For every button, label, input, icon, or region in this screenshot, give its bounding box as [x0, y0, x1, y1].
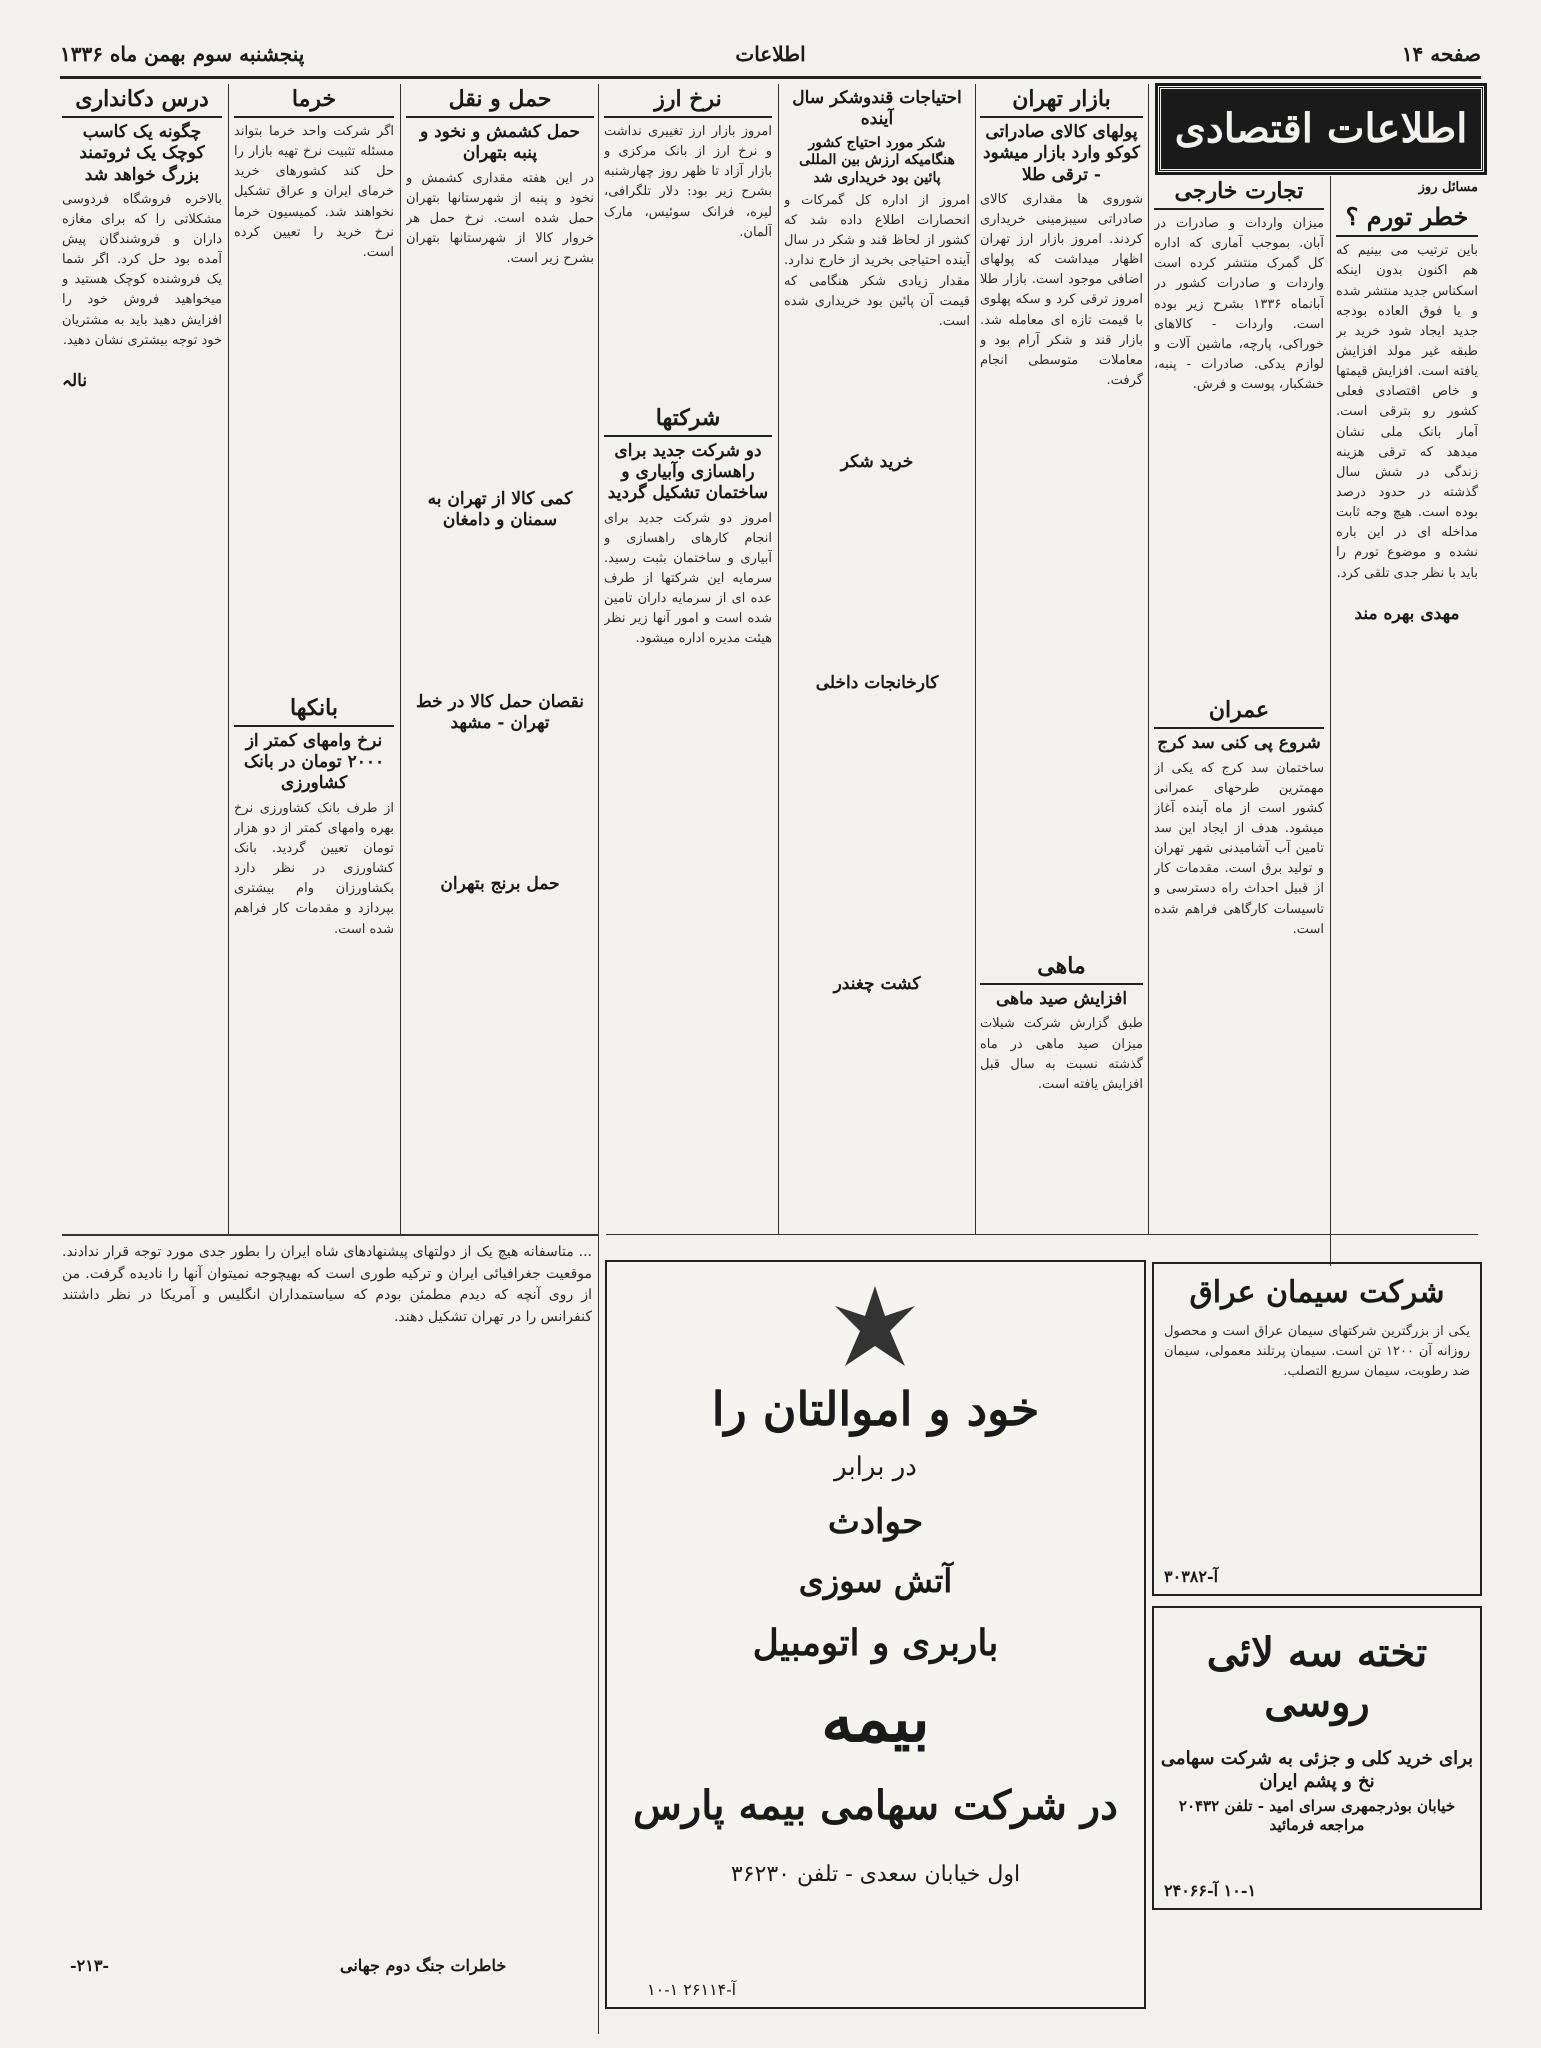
sugar-title: احتیاجات قندوشکر سال آینده: [792, 88, 962, 130]
sugar-column: [784, 84, 970, 1229]
exchange-title: نرخ ارز: [604, 84, 772, 118]
transport-sub3: نقصان حمل کالا در خط تهران - مشهد: [415, 691, 585, 733]
ad-code: آ-۲۶۱۱۴ ۱-۱۰: [647, 1980, 737, 1999]
economic-news-banner: اطلاعات اقتصادی: [1158, 86, 1484, 172]
companies-text: امروز دو شرکت جدید برای انجام کارهای راهسازی و آبیاری و ساختمان بثبت رسید. سرمایه این شرکتها از طرف عده ای از سرمایه داران تامین شده است و امور آنها زیر نظر هیئت مدیره اداره میشود.: [604, 510, 772, 647]
sugar-factories-sub: کارخانجات داخلی: [815, 673, 939, 694]
cement-title: شرکت سیمان عراق: [1189, 1275, 1445, 1310]
sugar-buy-sub: خرید شکر: [840, 451, 914, 472]
transport-text: در این هفته مقداری کشمش و نخود و پنبه از شهرستانها بتهران حمل شده است. نرخ حمل هر خروار کالا از شهرستانها بتهران بشرح زیر است.: [406, 170, 594, 267]
plywood-code: ۱۰-۱ آ-۲۴۰۶۶: [1164, 1881, 1257, 1900]
memoirs-page: -۲۱۳-: [70, 1956, 110, 1975]
companies-sub: دو شرکت جدید برای راهسازی وآبیاری و ساختمان تشکیل گردید: [607, 440, 769, 504]
dates-column: [234, 84, 394, 1229]
tehran-market-sub: پولهای کالای صادراتی کوکو وارد بازار میشود - ترقی طلا: [982, 122, 1141, 185]
banks-text: از طرف بانک کشاورزی نرخ بهره وامهای کمتر از دو هزار تومان تعیین گردید. بانک کشاورزی در نظر دارد بکشاورزان وام بیشتری بپردازد و مقدمات کار فراهم شده است.: [234, 800, 394, 937]
inflation-author: مهدی بهره مند: [1354, 603, 1460, 624]
sugar-beet-sub: کشت چغندر: [833, 974, 921, 995]
banks-sub: نرخ وامهای کمتر از ۲۰۰۰ تومان در بانک کشاورزی: [243, 730, 385, 794]
tehran-market-text: شوروی ها مقداری کالای صادراتی سیبزمینی خریداری کردند. امروز بازار ارز تهران اظهار میداشت که پولهای اضافی موجود است. بازار طلا امروز ترقی کرد و سکه پهلوی با قیمت تازه ای معامله شد. بازار قند و شکر آرام بود و معاملات متوسطی انجام گرفت.: [980, 191, 1143, 389]
transport-sub2: کمی کالا از تهران به سمنان و دامغان: [427, 489, 573, 531]
fishery-text: طبق گزارش شرکت شیلات میزان صید ماهی در ماه گذشته نسبت به سال قبل افزایش یافته است.: [980, 1016, 1143, 1092]
lesson-text: بالاخره فروشگاه فردوسی مشکلاتی را که برای مغازه داران و فروشندگان پیش آمده بود حل کرد. اگر شما یک فروشنده کوچک هستید و میخواهید فروش خود را افزایش دهید باید به مشتریان خود توجه بیشتری نشان دهید.: [62, 191, 222, 348]
ad-line3: حوادث: [827, 1502, 924, 1542]
inflation-text: باین ترتیب می بینیم که هم اکنون بدون اینکه اسکناس جدید منتشر شده و یا فوق العاده بودجه جدید ایجاد شود خرید بر طبقه غیر مولد افزایش یافته است. افزایش قیمتها و خاص اقتصادی فعلی کشور رو بترقی است. آمار بانک ملی نشان میدهد که ترقی هزینه زندگی در شش سال گذشته در حدود درصد بوده است. هیچ وجه ثابت مداخله ای در این باره نشده و موضوع تورم را باید با نظر جدی تلقی کرد.: [1336, 243, 1478, 581]
page-number: صفحه ۱۴: [1401, 42, 1481, 66]
trade-column: [1154, 176, 1324, 1226]
development-title: عمران: [1154, 695, 1324, 729]
cement-code: آ-۳۰۳۸۲: [1164, 1567, 1219, 1586]
exchange-column: [604, 84, 772, 1229]
inflation-title: خطر تورم ؟: [1336, 200, 1478, 237]
ad-line6: بیمه: [821, 1682, 930, 1757]
inflation-column: [1336, 176, 1478, 1226]
dates-title: خرما: [234, 84, 394, 118]
exchange-text: امروز بازار ارز تغییری نداشت و نرخ ارز از بانک مرکزی و بازار آزاد تا ظهر روز چهارشنبه بشرح زیر بود: دلار تلگرافی، لیره، فرانک سوئیس، مارک آلمان.: [604, 124, 772, 240]
plywood-text: برای خرید کلی و جزئی به شرکت سهامی نخ و پشم ایران: [1160, 1748, 1474, 1792]
ad-line1: خود و اموالتان را: [711, 1382, 1040, 1436]
development-sub: شروع پی کنی سد کرج: [1157, 733, 1321, 754]
plywood-title: تخته سه لائی روسی: [1206, 1629, 1428, 1726]
dates-text: اگر شرکت واحد خرما بتواند مسئله تثبیت نرخ تهیه بازار را حل کند کشورهای خرید خرمای ایران و عراق تشکیل نخواهند شد. کمیسیون خرما نرخ خرید را تعیین کرده است.: [234, 124, 394, 260]
transport-column: [406, 84, 594, 1229]
companies-title: شرکتها: [604, 403, 772, 437]
transport-sub4: حمل برنج بتهران: [440, 874, 560, 895]
inflation-kicker: مسائل روز: [1418, 180, 1478, 195]
lesson-author: نالہ: [62, 370, 88, 391]
cement-text: یکی از بزرگترین شرکتهای سیمان عراق است و محصول روزانه آن ۱۲۰۰ تن است. سیمان پرتلند معمولی، سیمان ضد رطوبت، سیمان سریع التصلب.: [1164, 1323, 1470, 1379]
fishery-title: ماهی: [980, 951, 1143, 985]
foreign-trade-text: میزان واردات و صادرات در آبان. بموجب آماری که اداره کل گمرک منتشر کرده است واردات و صادرات کشور در آبانماه ۱۳۳۶ بشرح زیر بوده است. واردات - کالاهای خوراکی، پارچه، ماشین آلات و لوازم یدکی. صادرات - پنبه، خشکبار، پوست و فرش.: [1154, 216, 1324, 393]
banks-title: بانکها: [234, 693, 394, 727]
page-header: [60, 36, 1481, 79]
lesson-sub: چگونه یک کاسب کوچک یک ثروتمند بزرگ خواهد شد: [79, 122, 205, 185]
plywood-address: خیابان بوذرجمهری سرای امید - تلفن ۲۰۴۳۲ مراجعه فرمائید: [1178, 1797, 1456, 1834]
foreign-trade-title: تجارت خارجی: [1154, 176, 1324, 210]
tehran-market-title: بازار تهران: [980, 84, 1143, 118]
ad-line2: در برابر: [834, 1452, 917, 1482]
ad-line8: اول خیابان سعدی - تلفن ۳۶۲۳۰: [730, 1862, 1021, 1887]
market-column: [980, 84, 1143, 1229]
transport-sub: حمل کشمش و نخود و پنبه بتهران: [419, 122, 581, 164]
plywood-advertisement: [1152, 1606, 1482, 1910]
issue-date: پنجشنبه سوم بهمن ماه ۱۳۳۶: [60, 42, 305, 66]
development-text: ساختمان سد کرج که یکی از مهمترین طرحهای عمرانی کشور است از ماه آینده آغاز میشود. هدف از ایجاد این سد تامین آب آشامیدنی شهر تهران و تولید برق است. مقدمات کار از قبیل احداث راه دسترسی و تاسیسات کارگاهی فراهم شده است.: [1154, 760, 1324, 937]
memoirs-text: ... متاسفانه هیچ یک از دولتهای پیشنهادهای شاه ایران را بطور جدی مورد توجه قرار ندادند. موقعیت جغرافیائی ایران و ترکیه طوری است که بهیچوجه نمیتوان آنها را نادیده گرفت. من از روی آنچه که دیدم مطمئن بودم که سیاستمداران انگلیس و آمریکا در نظر داشتند کنفرانس را در تهران تشکیل دهند.: [62, 1244, 592, 1326]
insurance-advertisement: [605, 1260, 1146, 2009]
ad-line7: در شرکت سهامی بیمه پارس: [633, 1782, 1118, 1829]
ad-line5: باربری و اتومبیل: [752, 1622, 999, 1664]
paper-name: اطلاعات: [735, 42, 806, 66]
sugar-sub: شکر مورد احتیاج کشور هنگامیکه ارزش بین المللی پائین بود خریداری شد: [799, 134, 955, 186]
lesson-title: درس دکانداری: [62, 84, 222, 118]
sugar-text: امروز از اداره کل گمرکات و انحصارات اطلاع داده شد که کشور از لحاظ قند و شکر در سال آینده احتیاجی بخرید از خارج ندارد. مقدار زیادی شکر هنگامی که قیمت آن پائین بود خریداری شده است.: [784, 193, 970, 329]
memoirs-title: خاطرات جنگ دوم جهانی: [340, 1956, 507, 1975]
ad-line4: آتش سوزی: [798, 1562, 953, 1600]
eagle-icon: [825, 1276, 925, 1376]
transport-title: حمل و نقل: [406, 84, 594, 118]
lesson-column: [62, 84, 222, 1229]
cement-advertisement: [1152, 1262, 1482, 1596]
memoirs-column: [62, 1242, 592, 1942]
fishery-sub: افزایش صید ماهی: [995, 989, 1128, 1010]
